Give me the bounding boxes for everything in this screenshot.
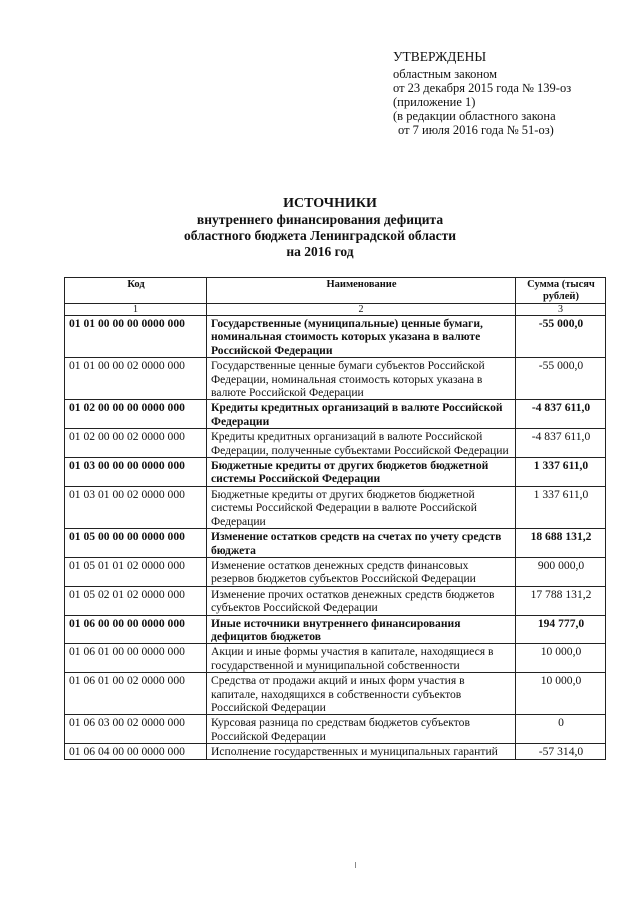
table-row (65, 400, 606, 429)
row-name: Бюджетные кредиты от других бюджетов бюджетной системы Российской Федерации в валюте Российской Федерации (207, 486, 516, 528)
row-amount: 194 777,0 (516, 615, 606, 644)
row-amount: -4 837 611,0 (516, 429, 606, 458)
approval-title: УТВЕРЖДЕНЫ (393, 49, 487, 64)
row-amount: 10 000,0 (516, 644, 606, 673)
column-number: 1 (65, 304, 207, 316)
row-name: Государственные (муниципальные) ценные бумаги, номинальная стоимость которых указана в валюте Российской Федерации (207, 316, 516, 358)
row-code: 01 01 00 00 02 0000 000 (65, 358, 207, 400)
table-row (65, 358, 606, 400)
row-name: Изменение остатков средств на счетах по учету средств бюджета (207, 529, 516, 558)
row-code: 01 06 03 00 02 0000 000 (65, 715, 207, 744)
column-number-row (65, 304, 606, 316)
row-name: Государственные ценные бумаги субъектов Российской Федерации, номинальная стоимость которых указана в валюте Российской Федерации (207, 358, 516, 400)
document-title (0, 196, 640, 260)
row-code: 01 02 00 00 00 0000 000 (65, 400, 207, 429)
row-code: 01 01 00 00 00 0000 000 (65, 316, 207, 358)
approval-line: (приложение 1) (393, 95, 476, 109)
title-line: ИСТОЧНИКИ (283, 196, 377, 211)
header-code: Код (65, 278, 207, 304)
row-amount: -55 000,0 (516, 316, 606, 358)
row-code: 01 05 00 00 00 0000 000 (65, 529, 207, 558)
column-number: 2 (207, 304, 516, 316)
table-row (65, 486, 606, 528)
table-row (65, 744, 606, 759)
row-name: Средства от продажи акций и иных форм участия в капитале, находящихся в собственности субъектов Российской Федерации (207, 673, 516, 715)
table-row (65, 429, 606, 458)
table-row (65, 458, 606, 487)
row-code: 01 05 01 01 02 0000 000 (65, 557, 207, 586)
row-code: 01 06 01 00 00 0000 000 (65, 644, 207, 673)
title-line: на 2016 год (286, 244, 354, 259)
row-code: 01 05 02 01 02 0000 000 (65, 586, 207, 615)
table-header-row (65, 278, 606, 304)
row-amount: -55 000,0 (516, 358, 606, 400)
row-name: Исполнение государственных и муниципальных гарантий (207, 744, 516, 759)
table-row (65, 586, 606, 615)
table-row (65, 715, 606, 744)
row-name: Кредиты кредитных организаций в валюте Российской Федерации, полученные субъектами Российской Федерации (207, 429, 516, 458)
row-amount: 0 (516, 715, 606, 744)
table-row (65, 557, 606, 586)
table-row (65, 316, 606, 358)
row-amount: 900 000,0 (516, 557, 606, 586)
row-name: Изменение прочих остатков денежных средств бюджетов субъектов Российской Федерации (207, 586, 516, 615)
row-amount: 10 000,0 (516, 673, 606, 715)
header-name: Наименование (207, 278, 516, 304)
approval-line: областным законом (393, 67, 498, 81)
row-amount: 17 788 131,2 (516, 586, 606, 615)
row-amount: 18 688 131,2 (516, 529, 606, 558)
row-code: 01 02 00 00 02 0000 000 (65, 429, 207, 458)
table-row (65, 673, 606, 715)
approval-line: (в редакции областного закона (393, 109, 556, 123)
approval-line: от 23 декабря 2015 года № 139-оз (393, 81, 572, 95)
row-name: Бюджетные кредиты от других бюджетов бюджетной системы Российской Федерации (207, 458, 516, 487)
row-amount: -4 837 611,0 (516, 400, 606, 429)
row-name: Изменение остатков денежных средств финансовых резервов бюджетов субъектов Российской Федерации (207, 557, 516, 586)
table-row (65, 644, 606, 673)
table-row (65, 615, 606, 644)
page-mark (355, 862, 356, 868)
row-amount: 1 337 611,0 (516, 458, 606, 487)
title-line: внутреннего финансирования дефицита (196, 212, 444, 227)
row-amount: -57 314,0 (516, 744, 606, 759)
column-number: 3 (516, 304, 606, 316)
row-code: 01 06 01 00 02 0000 000 (65, 673, 207, 715)
sources-table (64, 277, 606, 760)
row-amount: 1 337 611,0 (516, 486, 606, 528)
title-line: областного бюджета Ленинградской области (183, 228, 457, 243)
row-name: Иные источники внутреннего финансирования дефицитов бюджетов (207, 615, 516, 644)
row-code: 01 06 04 00 00 0000 000 (65, 744, 207, 759)
row-name: Курсовая разница по средствам бюджетов субъектов Российской Федерации (207, 715, 516, 744)
row-name: Кредиты кредитных организаций в валюте Российской Федерации (207, 400, 516, 429)
approval-block (393, 50, 571, 137)
header-amount: Сумма (тысяч рублей) (516, 278, 606, 304)
row-code: 01 03 01 00 02 0000 000 (65, 486, 207, 528)
approval-line: от 7 июля 2016 года № 51-оз) (398, 123, 554, 137)
row-name: Акции и иные формы участия в капитале, находящиеся в государственной и муниципальной собственности (207, 644, 516, 673)
row-code: 01 03 00 00 00 0000 000 (65, 458, 207, 487)
table-row (65, 529, 606, 558)
row-code: 01 06 00 00 00 0000 000 (65, 615, 207, 644)
